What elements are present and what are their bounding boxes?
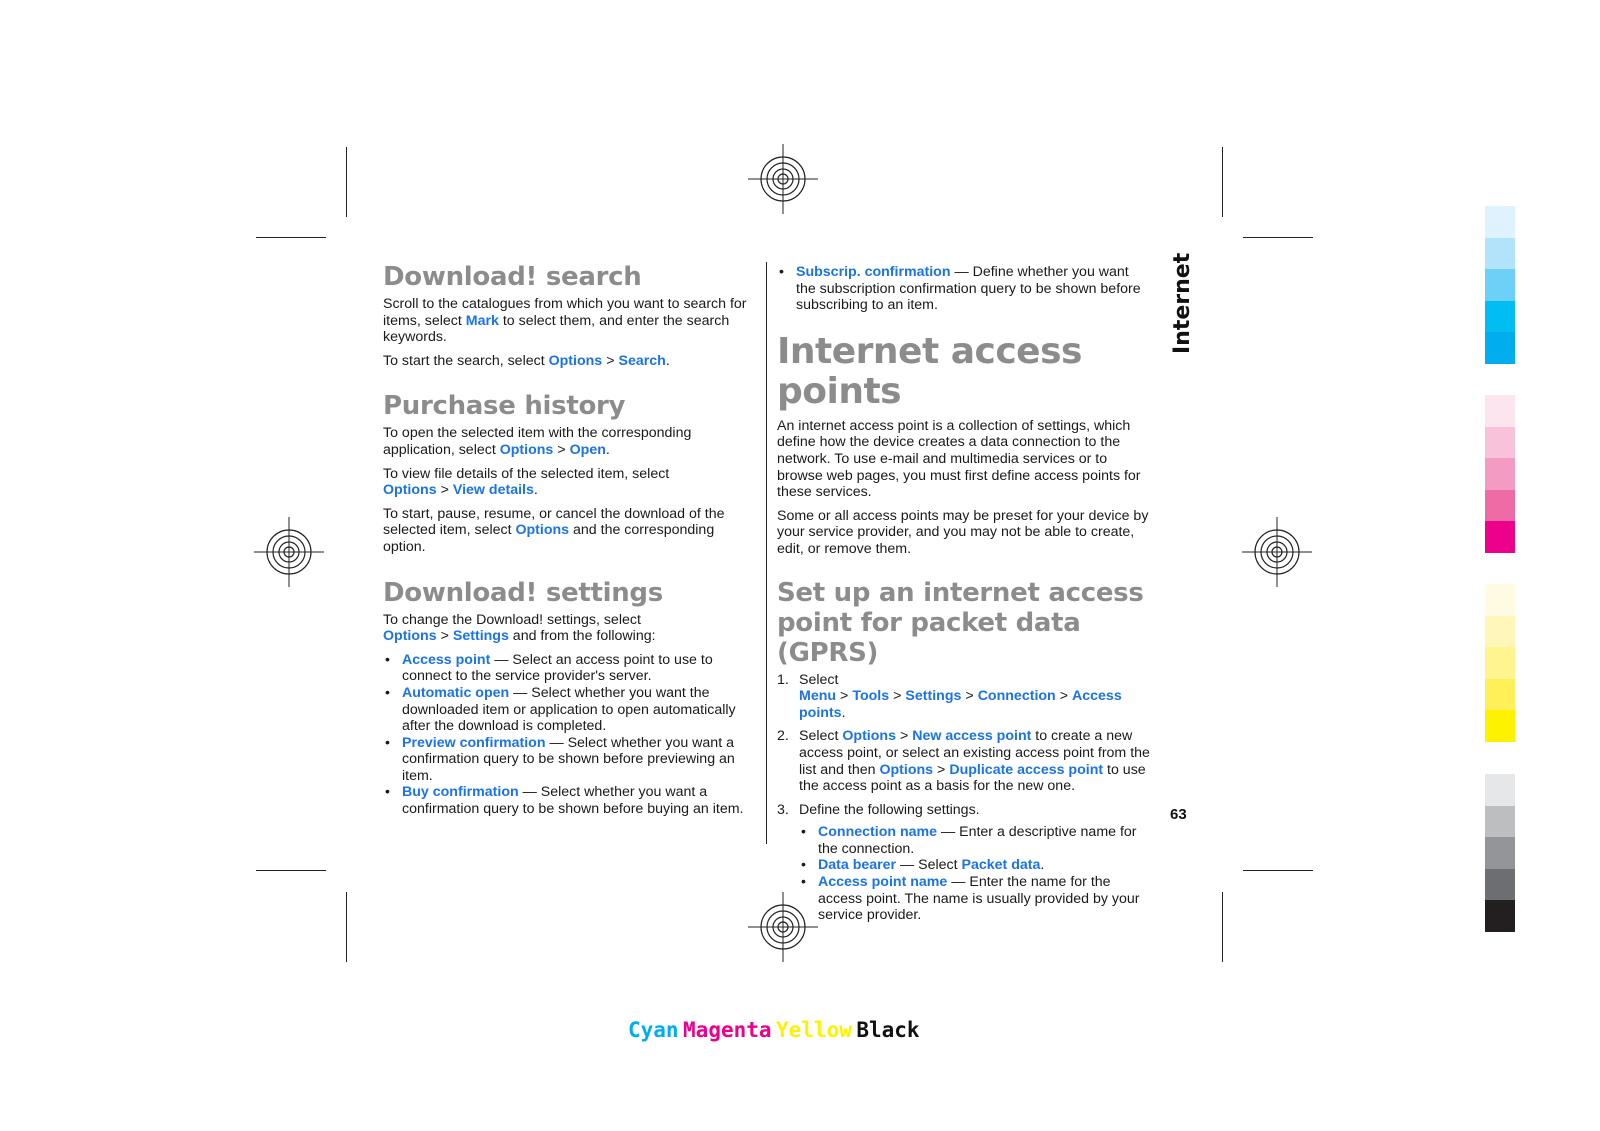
text: and from the following: (508, 628, 656, 645)
color-swatch (1485, 710, 1515, 742)
link-settings[interactable]: Settings (905, 688, 962, 705)
heading-setup-gprs: Set up an internet access point for packet data (GPRS) (777, 577, 1144, 668)
registration-mark-icon (1242, 517, 1312, 587)
item-description: — Select an access point to use to connect to the service provider's server. (402, 651, 713, 685)
left-column (383, 262, 759, 826)
crop-mark (1243, 870, 1313, 871)
cmyk-labels (628, 1018, 920, 1042)
text: to use the access point as a basis for the new one. (799, 761, 1146, 795)
item-description: — Enter the name for the access point. The name is usually provided by your service provider. (818, 874, 1140, 924)
color-swatch (1485, 869, 1515, 901)
item-description: — Select whether you want a confirmation query to be shown before buying an item. (402, 784, 744, 818)
color-swatch (1485, 427, 1515, 459)
paragraph (383, 506, 759, 556)
separator: > (893, 688, 902, 705)
label-cyan: Cyan (628, 1018, 679, 1042)
text: . (1040, 857, 1045, 874)
list-item (383, 652, 759, 685)
separator: > (965, 688, 974, 705)
color-swatch (1485, 584, 1515, 616)
steps-list (777, 672, 1151, 924)
chapter-title: Internet (1170, 252, 1195, 354)
color-swatch (1485, 521, 1515, 553)
text: to select them, and enter the search keywords. (383, 312, 730, 346)
text: to create a new access point, or select an existing access point from the list and then (799, 728, 1150, 778)
separator: > (440, 482, 449, 499)
link-options[interactable]: Options (383, 628, 437, 645)
link-mark[interactable]: Mark (465, 312, 499, 329)
link-options[interactable]: Options (842, 728, 896, 745)
color-swatch (1485, 490, 1515, 522)
link-view-details[interactable]: View details (452, 482, 534, 499)
link-duplicate-access-point[interactable]: Duplicate access point (949, 761, 1104, 778)
link-buy-confirmation[interactable]: Buy confirmation (402, 784, 519, 801)
step-number: 3. (777, 801, 789, 818)
link-new-access-point[interactable]: New access point (912, 728, 1032, 745)
registration-mark-icon (748, 144, 818, 214)
paragraph (383, 612, 759, 645)
step-number: 1. (777, 671, 789, 688)
separator: > (840, 688, 849, 705)
link-options[interactable]: Options (548, 352, 603, 369)
list-item (799, 857, 1151, 874)
text: . (841, 704, 846, 721)
heading-purchase-history: Purchase history (383, 391, 626, 422)
step-item (777, 802, 1151, 924)
separator: > (606, 352, 615, 369)
link-access-point[interactable]: Access point (402, 651, 491, 668)
paragraph: Some or all access points may be preset for your device by your service provider, and you may not be able to create, edit, or remove them. (777, 507, 1149, 557)
text: and the corresponding option. (383, 522, 715, 555)
link-connection[interactable]: Connection (977, 688, 1056, 705)
heading-internet-access-points: Internet access points (777, 330, 1082, 412)
settings-list (799, 824, 1151, 924)
label-black: Black (856, 1018, 920, 1042)
text: To view file details of the selected item, select (383, 465, 670, 482)
column-divider (766, 262, 767, 844)
link-options[interactable]: Options (515, 522, 570, 539)
crop-mark (256, 870, 326, 871)
crop-mark (346, 892, 347, 962)
label-magenta: Magenta (683, 1018, 772, 1042)
color-swatch (1485, 269, 1515, 301)
text: To start the search, select (383, 352, 549, 369)
list-item (799, 874, 1151, 924)
step-item (777, 728, 1151, 794)
list-item (383, 784, 759, 817)
list-item (777, 264, 1151, 314)
link-packet-data[interactable]: Packet data (961, 857, 1041, 874)
list-item (383, 735, 759, 785)
link-access-point-name[interactable]: Access point name (818, 874, 948, 891)
separator: > (440, 628, 449, 645)
color-swatch (1485, 395, 1515, 427)
text: Select (799, 671, 839, 688)
list-item (383, 685, 759, 735)
text: To change the Download! settings, select (383, 611, 641, 628)
color-swatch (1485, 679, 1515, 711)
link-access-points[interactable]: Access points (799, 688, 1122, 721)
text: Define the following settings. (799, 801, 980, 818)
paragraph: An internet access point is a collection of settings, which define how the device creates a data connection to the network. To use e-mail and multimedia services or to browse web pages, you must first define access points for these services. (777, 417, 1141, 501)
link-subscrip-confirmation[interactable]: Subscrip. confirmation (796, 264, 951, 280)
right-column (777, 264, 1151, 932)
link-preview-confirmation[interactable]: Preview confirmation (402, 734, 546, 751)
crop-mark (1243, 237, 1313, 238)
item-description: — Select (896, 857, 962, 874)
crop-mark (1222, 147, 1223, 217)
label-yellow: Yellow (776, 1018, 852, 1042)
color-swatch (1485, 206, 1515, 238)
separator: > (899, 728, 909, 745)
text: Select (799, 728, 843, 745)
color-swatch (1485, 458, 1515, 490)
settings-list (383, 652, 759, 818)
item-description: — Select whether you want a confirmation query to be shown before previewing an item. (402, 734, 735, 784)
link-options[interactable]: Options (499, 441, 554, 458)
list-item (799, 824, 1151, 857)
separator: > (1059, 688, 1069, 705)
page-number: 63 (1170, 806, 1187, 823)
paragraph (383, 425, 759, 458)
step-item (777, 672, 1151, 722)
text: . (665, 352, 670, 369)
step-number: 2. (777, 728, 789, 745)
color-swatch (1485, 774, 1515, 806)
paragraph (383, 296, 759, 346)
link-menu[interactable]: Menu (799, 688, 837, 705)
separator: > (557, 441, 566, 458)
link-open[interactable]: Open (569, 441, 606, 458)
item-description: — Enter a descriptive name for the connection. (818, 824, 1137, 857)
separator: > (937, 761, 946, 778)
crop-mark (1222, 892, 1223, 962)
color-swatch (1485, 806, 1515, 838)
link-tools[interactable]: Tools (852, 688, 890, 705)
link-automatic-open[interactable]: Automatic open (402, 684, 510, 701)
paragraph (383, 466, 759, 499)
color-swatch (1485, 837, 1515, 869)
crop-mark (256, 237, 326, 238)
color-swatch (1485, 332, 1515, 364)
heading-download-settings: Download! settings (383, 577, 663, 608)
link-options[interactable]: Options (879, 761, 934, 778)
text: . (533, 482, 538, 499)
heading-download-search: Download! search (383, 262, 642, 292)
link-options[interactable]: Options (383, 482, 437, 499)
text: To start, pause, resume, or cancel the download of the selected item, select (383, 505, 725, 539)
paragraph (383, 353, 759, 370)
item-description: — Define whether you want the subscription confirmation query to be shown before subscribing to an item. (796, 264, 1141, 314)
color-swatch (1485, 647, 1515, 679)
text: Scroll to the catalogues from which you want to search for items, select (383, 296, 747, 329)
link-search[interactable]: Search (618, 352, 666, 369)
settings-list (777, 264, 1151, 314)
color-swatch (1485, 238, 1515, 270)
text: To open the selected item with the corresponding application, select (383, 425, 692, 458)
color-swatch (1485, 900, 1515, 932)
color-swatch (1485, 301, 1515, 333)
link-data-bearer[interactable]: Data bearer (818, 857, 897, 874)
item-description: — Select whether you want the downloaded item or application to open automatically after the download is completed. (402, 684, 736, 735)
crop-mark (346, 147, 347, 217)
link-settings[interactable]: Settings (452, 628, 509, 645)
text: . (605, 441, 610, 458)
link-connection-name[interactable]: Connection name (818, 824, 938, 841)
color-swatch (1485, 616, 1515, 648)
registration-mark-icon (254, 517, 324, 587)
